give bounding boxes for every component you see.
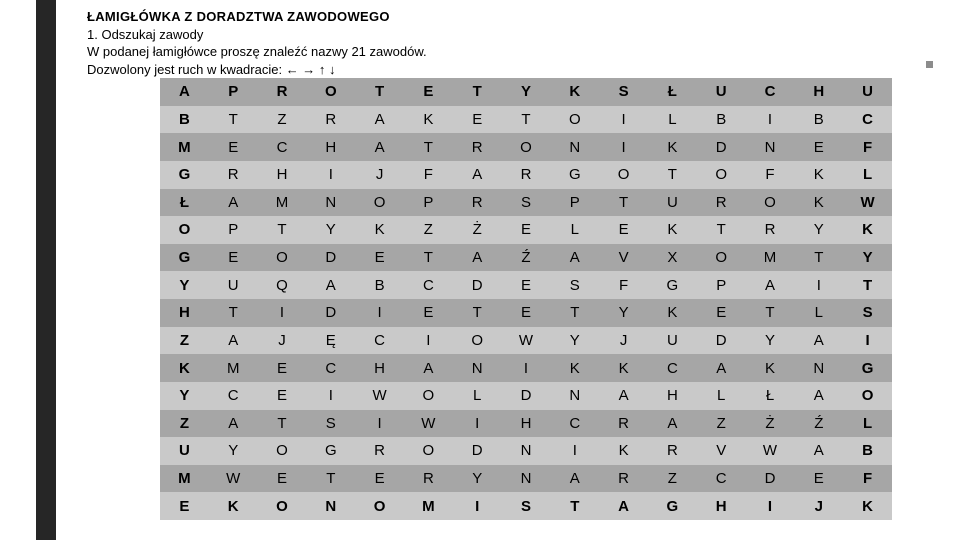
grid-cell: P <box>209 78 258 106</box>
grid-cell: R <box>404 465 453 493</box>
grid-cell: E <box>404 78 453 106</box>
grid-cell: Y <box>843 244 892 272</box>
puzzle-title: ŁAMIGŁÓWKA Z DORADZTWA ZAWODOWEGO <box>87 9 390 24</box>
grid-cell: E <box>502 271 551 299</box>
grid-cell: K <box>794 161 843 189</box>
grid-cell: M <box>209 354 258 382</box>
grid-cell: R <box>355 437 404 465</box>
grid-cell: E <box>794 465 843 493</box>
instructions-header <box>87 8 427 78</box>
grid-cell: W <box>502 327 551 355</box>
grid-cell: F <box>843 133 892 161</box>
grid-cell: R <box>648 437 697 465</box>
grid-cell: G <box>306 437 355 465</box>
grid-cell: I <box>453 410 502 438</box>
grid-cell: A <box>550 244 599 272</box>
grid-cell: F <box>746 161 795 189</box>
grid-cell: S <box>843 299 892 327</box>
grid-cell: Ł <box>160 189 209 217</box>
grid-cell: A <box>306 271 355 299</box>
grid-cell: T <box>550 299 599 327</box>
grid-cell: E <box>697 299 746 327</box>
grid-cell: S <box>599 78 648 106</box>
grid-cell: Z <box>160 410 209 438</box>
grid-cell: W <box>404 410 453 438</box>
grid-cell: O <box>453 327 502 355</box>
grid-cell: E <box>160 492 209 520</box>
grid-cell: U <box>697 78 746 106</box>
grid-cell: C <box>648 354 697 382</box>
grid-cell: O <box>258 244 307 272</box>
grid-cell: O <box>550 106 599 134</box>
grid-cell: E <box>209 133 258 161</box>
grid-cell: R <box>258 78 307 106</box>
grid-cell: I <box>404 327 453 355</box>
grid-cell: K <box>404 106 453 134</box>
grid-cell: N <box>794 354 843 382</box>
grid-cell: A <box>404 354 453 382</box>
grid-cell: N <box>746 133 795 161</box>
grid-cell: K <box>794 189 843 217</box>
grid-cell: O <box>746 189 795 217</box>
grid-cell: T <box>502 106 551 134</box>
grid-cell: E <box>794 133 843 161</box>
grid-cell: T <box>209 106 258 134</box>
grid-cell: I <box>355 299 404 327</box>
grid-cell: K <box>746 354 795 382</box>
grid-cell: I <box>794 271 843 299</box>
grid-cell: D <box>306 244 355 272</box>
grid-cell: R <box>453 133 502 161</box>
grid-cell: R <box>209 161 258 189</box>
left-decorative-bar <box>36 0 56 540</box>
grid-cell: O <box>258 437 307 465</box>
grid-cell: O <box>404 382 453 410</box>
grid-cell: T <box>404 244 453 272</box>
grid-cell: O <box>258 492 307 520</box>
grid-cell: Y <box>160 382 209 410</box>
grid-cell: H <box>697 492 746 520</box>
grid-cell: K <box>648 133 697 161</box>
grid-cell: O <box>697 161 746 189</box>
grid-cell: J <box>599 327 648 355</box>
grid-cell: C <box>843 106 892 134</box>
grid-cell: Z <box>697 410 746 438</box>
grid-cell: D <box>697 133 746 161</box>
grid-cell: N <box>306 492 355 520</box>
grid-cell: Z <box>648 465 697 493</box>
grid-cell: E <box>355 465 404 493</box>
grid-cell: Ź <box>502 244 551 272</box>
grid-cell: A <box>209 189 258 217</box>
grid-cell: V <box>599 244 648 272</box>
grid-cell: E <box>599 216 648 244</box>
grid-cell: N <box>550 133 599 161</box>
grid-cell: M <box>160 133 209 161</box>
grid-cell: F <box>843 465 892 493</box>
grid-cell: A <box>453 161 502 189</box>
grid-cell: C <box>697 465 746 493</box>
grid-cell: K <box>843 216 892 244</box>
grid-cell: O <box>160 216 209 244</box>
grid-cell: I <box>599 106 648 134</box>
grid-cell: S <box>502 492 551 520</box>
grid-cell: D <box>453 437 502 465</box>
grid-cell: G <box>648 492 697 520</box>
grid-cell: Y <box>746 327 795 355</box>
grid-cell: A <box>794 382 843 410</box>
grid-cell: K <box>599 437 648 465</box>
grid-cell: A <box>209 327 258 355</box>
grid-cell: O <box>697 244 746 272</box>
grid-cell: P <box>209 216 258 244</box>
grid-cell: O <box>355 492 404 520</box>
grid-cell: T <box>843 271 892 299</box>
grid-cell: I <box>355 410 404 438</box>
grid-cell: T <box>355 78 404 106</box>
grid-cell: T <box>599 189 648 217</box>
grid-cell: L <box>843 161 892 189</box>
grid-cell: N <box>550 382 599 410</box>
grid-cell: F <box>599 271 648 299</box>
grid-cell: H <box>160 299 209 327</box>
grid-cell: R <box>697 189 746 217</box>
grid-cell: L <box>843 410 892 438</box>
grid-cell: W <box>843 189 892 217</box>
grid-cell: H <box>258 161 307 189</box>
grid-cell: T <box>258 216 307 244</box>
grid-cell: G <box>160 161 209 189</box>
grid-cell: A <box>746 271 795 299</box>
grid-cell: Y <box>160 271 209 299</box>
grid-cell: H <box>502 410 551 438</box>
movement-rule-line: Dozwolony jest ruch w kwadracie: ← → ↑ ↓ <box>87 61 336 77</box>
grid-cell: R <box>502 161 551 189</box>
grid-cell: A <box>599 492 648 520</box>
grid-cell: B <box>355 271 404 299</box>
grid-cell: J <box>794 492 843 520</box>
grid-cell: C <box>355 327 404 355</box>
grid-cell: I <box>258 299 307 327</box>
grid-cell: A <box>453 244 502 272</box>
grid-cell: E <box>258 465 307 493</box>
grid-cell: N <box>502 437 551 465</box>
grid-cell: A <box>160 78 209 106</box>
grid-cell: H <box>648 382 697 410</box>
grid-cell: Ż <box>746 410 795 438</box>
grid-cell: B <box>697 106 746 134</box>
grid-cell: H <box>794 78 843 106</box>
grid-cell: D <box>502 382 551 410</box>
grid-cell: Ż <box>453 216 502 244</box>
grid-cell: W <box>355 382 404 410</box>
grid-cell: I <box>306 161 355 189</box>
grid-cell: I <box>453 492 502 520</box>
grid-cell: A <box>209 410 258 438</box>
grid-cell: T <box>648 161 697 189</box>
grid-cell: I <box>746 492 795 520</box>
grid-cell: K <box>355 216 404 244</box>
grid-cell: A <box>648 410 697 438</box>
grid-cell: D <box>453 271 502 299</box>
grid-cell: I <box>306 382 355 410</box>
grid-cell: M <box>160 465 209 493</box>
grid-cell: K <box>599 354 648 382</box>
grid-cell: A <box>355 133 404 161</box>
grid-cell: Ł <box>746 382 795 410</box>
grid-cell: S <box>306 410 355 438</box>
grid-cell: E <box>258 382 307 410</box>
grid-cell: E <box>258 354 307 382</box>
grid-cell: R <box>746 216 795 244</box>
grid-cell: H <box>306 133 355 161</box>
grid-cell: Z <box>160 327 209 355</box>
grid-cell: Ź <box>794 410 843 438</box>
grid-cell: T <box>306 465 355 493</box>
grid-cell: O <box>599 161 648 189</box>
grid-cell: Ł <box>648 78 697 106</box>
grid-cell: C <box>550 410 599 438</box>
grid-cell: P <box>697 271 746 299</box>
grid-cell: J <box>258 327 307 355</box>
grid-cell: R <box>599 465 648 493</box>
grid-cell: K <box>160 354 209 382</box>
grid-cell: N <box>306 189 355 217</box>
grid-cell: M <box>404 492 453 520</box>
grid-cell: Y <box>794 216 843 244</box>
grid-cell: I <box>599 133 648 161</box>
grid-cell: G <box>550 161 599 189</box>
grid-cell: E <box>453 106 502 134</box>
word-search-grid <box>160 78 892 520</box>
grid-cell: A <box>794 437 843 465</box>
grid-cell: V <box>697 437 746 465</box>
grid-cell: A <box>599 382 648 410</box>
grid-cell: O <box>306 78 355 106</box>
grid-cell: E <box>502 299 551 327</box>
grid-cell: C <box>209 382 258 410</box>
grid-cell: D <box>697 327 746 355</box>
grid-cell: Y <box>453 465 502 493</box>
grid-cell: X <box>648 244 697 272</box>
grid-cell: T <box>746 299 795 327</box>
grid-cell: O <box>843 382 892 410</box>
grid-cell: W <box>746 437 795 465</box>
grid-cell: C <box>746 78 795 106</box>
grid-cell: S <box>550 271 599 299</box>
grid-cell: T <box>794 244 843 272</box>
grid-cell: O <box>404 437 453 465</box>
grid-cell: G <box>648 271 697 299</box>
grid-cell: Q <box>258 271 307 299</box>
grid-cell: G <box>843 354 892 382</box>
grid-cell: B <box>160 106 209 134</box>
grid-cell: L <box>697 382 746 410</box>
grid-cell: K <box>550 78 599 106</box>
grid-cell: O <box>355 189 404 217</box>
grid-cell: K <box>843 492 892 520</box>
grid-cell: R <box>306 106 355 134</box>
grid-cell: N <box>453 354 502 382</box>
grid-cell: H <box>355 354 404 382</box>
grid-cell: Ę <box>306 327 355 355</box>
grid-cell: U <box>648 189 697 217</box>
grid-cell: L <box>794 299 843 327</box>
grid-cell: B <box>843 437 892 465</box>
grid-cell: Y <box>306 216 355 244</box>
grid-cell: K <box>648 216 697 244</box>
grid-cell: T <box>209 299 258 327</box>
grid-cell: G <box>160 244 209 272</box>
grid-cell: A <box>794 327 843 355</box>
grid-cell: T <box>453 299 502 327</box>
grid-cell: E <box>502 216 551 244</box>
grid-cell: I <box>502 354 551 382</box>
grid-cell: A <box>697 354 746 382</box>
grid-cell: S <box>502 189 551 217</box>
grid-cell: Z <box>258 106 307 134</box>
grid-cell: I <box>843 327 892 355</box>
grid-cell: N <box>502 465 551 493</box>
grid-cell: L <box>648 106 697 134</box>
grid-cell: W <box>209 465 258 493</box>
grid-cell: R <box>599 410 648 438</box>
grid-cell: L <box>550 216 599 244</box>
grid-cell: Y <box>502 78 551 106</box>
grid-cell: P <box>404 189 453 217</box>
instruction-line: W podanej łamigłówce proszę znaleźć nazwy 21 zawodów. <box>87 44 427 59</box>
grid-cell: E <box>404 299 453 327</box>
grid-cell: A <box>355 106 404 134</box>
grid-cell: T <box>404 133 453 161</box>
grid-cell: I <box>550 437 599 465</box>
grid-cell: C <box>258 133 307 161</box>
grid-cell: T <box>453 78 502 106</box>
grid-cell: R <box>453 189 502 217</box>
task-line: 1. Odszukaj zawody <box>87 26 204 42</box>
grid-cell: Z <box>404 216 453 244</box>
grid-cell: D <box>746 465 795 493</box>
grid-cell: E <box>209 244 258 272</box>
grid-cell: M <box>746 244 795 272</box>
grid-cell: T <box>697 216 746 244</box>
grid-cell: Y <box>599 299 648 327</box>
grid-cell: C <box>306 354 355 382</box>
grid-cell: U <box>160 437 209 465</box>
grid-cell: P <box>550 189 599 217</box>
accent-square <box>926 61 933 68</box>
grid-cell: D <box>306 299 355 327</box>
grid-cell: M <box>258 189 307 217</box>
grid-cell: F <box>404 161 453 189</box>
grid-cell: U <box>648 327 697 355</box>
grid-cell: B <box>794 106 843 134</box>
grid-cell: I <box>746 106 795 134</box>
grid-cell: K <box>550 354 599 382</box>
grid-cell: A <box>550 465 599 493</box>
grid-cell: Y <box>209 437 258 465</box>
grid-cell: E <box>355 244 404 272</box>
grid-cell: Y <box>550 327 599 355</box>
grid-cell: C <box>404 271 453 299</box>
grid-cell: U <box>209 271 258 299</box>
grid-cell: O <box>502 133 551 161</box>
grid-cell: T <box>550 492 599 520</box>
grid-cell: U <box>843 78 892 106</box>
grid-cell: L <box>453 382 502 410</box>
grid-cell: K <box>648 299 697 327</box>
grid-cell: K <box>209 492 258 520</box>
grid-cell: J <box>355 161 404 189</box>
grid-cell: T <box>258 410 307 438</box>
